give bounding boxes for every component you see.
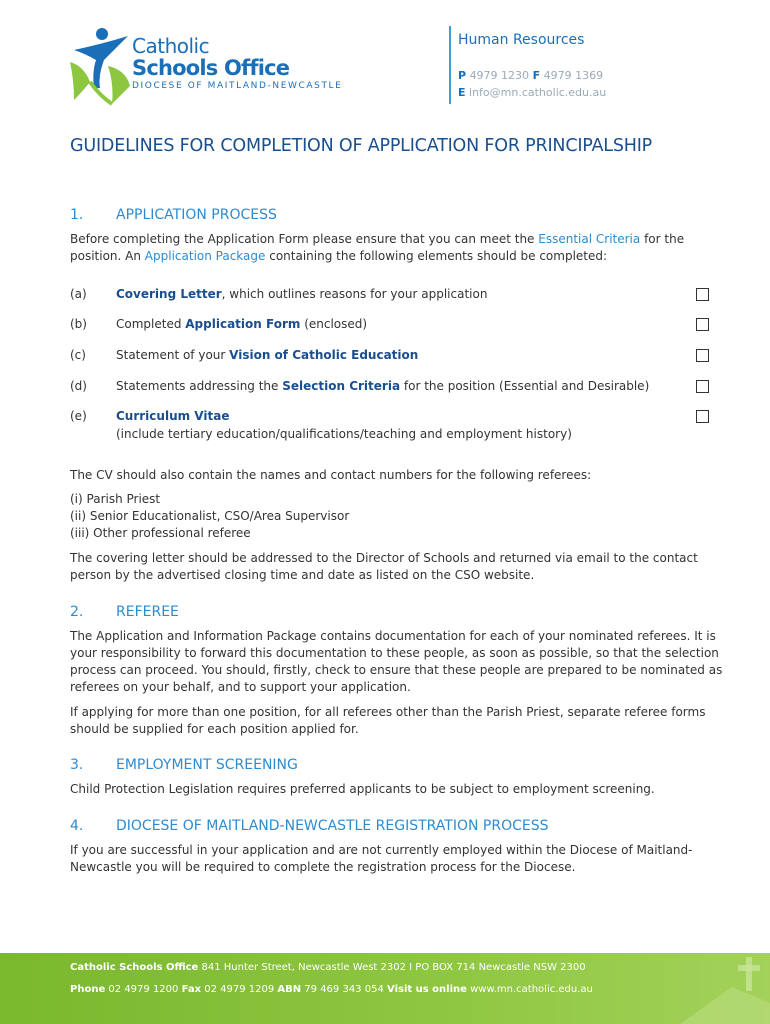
essential-criteria-link[interactable]: Essential Criteria <box>538 232 641 246</box>
cso-logo <box>68 26 358 106</box>
footer-contact-line: Phone 02 4979 1200 Fax 02 4979 1209 ABN 79 469 343 054 Visit us online www.mn.catholic.edu.au <box>70 984 593 995</box>
cv-note: The CV should also contain the names and contact numbers for the following referees: <box>70 468 592 482</box>
footer-address-line: Catholic Schools Office 841 Hunter Street, Newcastle West 2302 I PO BOX 714 Newcastle NSW 2300 <box>70 962 586 973</box>
page-title: GUIDELINES FOR COMPLETION OF APPLICATION FOR PRINCIPALSHIP <box>70 136 653 156</box>
section-1-heading: 1. APPLICATION PROCESS <box>70 207 277 223</box>
section-3-paragraph: Child Protection Legislation requires preferred applicants to be subject to employment screening. <box>70 782 655 796</box>
logo-text-schools-office: Schools Office <box>132 56 290 80</box>
email-link[interactable]: info@mn.catholic.edu.au <box>469 86 607 99</box>
referee-item: (ii) Senior Educationalist, CSO/Area Supervisor <box>70 509 350 523</box>
covering-letter-note: The covering letter should be addressed to the Director of Schools and returned via email to the contact person by the advertised closing time and date as listed on the CSO website. <box>70 551 698 582</box>
checkbox[interactable] <box>696 410 709 423</box>
application-package-link[interactable]: Application Package <box>144 249 266 263</box>
logo-text-diocese: DIOCESE OF MAITLAND-NEWCASTLE <box>132 81 343 91</box>
checkbox[interactable] <box>696 288 709 301</box>
footer-website-link[interactable]: www.mn.catholic.edu.au <box>466 984 593 995</box>
logo-figure-icon <box>68 26 132 106</box>
checkbox[interactable] <box>696 380 709 393</box>
referee-item: (iii) Other professional referee <box>70 526 251 540</box>
section-1-intro: Before completing the Application Form please ensure that you can meet the Essential Criteria for the position. An Application Package containing the following elements should be completed: <box>70 232 685 263</box>
section-2-paragraph-1: The Application and Information Package contains documentation for each of your nominated referees. It is your responsibility to forward this documentation to these people, as soon as possible, so that the selection process can proceed. You should, firstly, check to ensure that these people are prepared to be nominated as referees on your behalf, and to support your application. <box>70 629 723 694</box>
church-cross-icon <box>680 953 770 1024</box>
section-3-heading: 3. EMPLOYMENT SCREENING <box>70 757 298 773</box>
logo-text-catholic: Catholic <box>132 34 210 58</box>
phone-fax-line: P 4979 1230 F 4979 1369 <box>458 69 604 82</box>
fax-number: 4979 1369 <box>543 69 604 82</box>
checkbox[interactable] <box>696 318 709 331</box>
section-4-heading: 4. DIOCESE OF MAITLAND-NEWCASTLE REGISTRATION PROCESS <box>70 818 549 834</box>
phone-number: 4979 1230 <box>469 69 530 82</box>
checkbox[interactable] <box>696 349 709 362</box>
section-2-heading: 2. REFEREE <box>70 604 179 620</box>
department-name: Human Resources <box>458 32 585 48</box>
section-2-paragraph-2: If applying for more than one position, for all referees other than the Parish Priest, separate referee forms should be supplied for each position applied for. <box>70 705 706 736</box>
email-line: E info@mn.catholic.edu.au <box>458 86 607 99</box>
header-contact <box>458 67 606 101</box>
page-footer <box>0 953 770 1024</box>
header-divider <box>449 26 451 104</box>
referee-item: (i) Parish Priest <box>70 492 161 506</box>
section-4-paragraph: If you are successful in your application and are not currently employed within the Diocese of Maitland-Newcastle you will be required to complete the registration process for the Diocese. <box>70 843 693 874</box>
